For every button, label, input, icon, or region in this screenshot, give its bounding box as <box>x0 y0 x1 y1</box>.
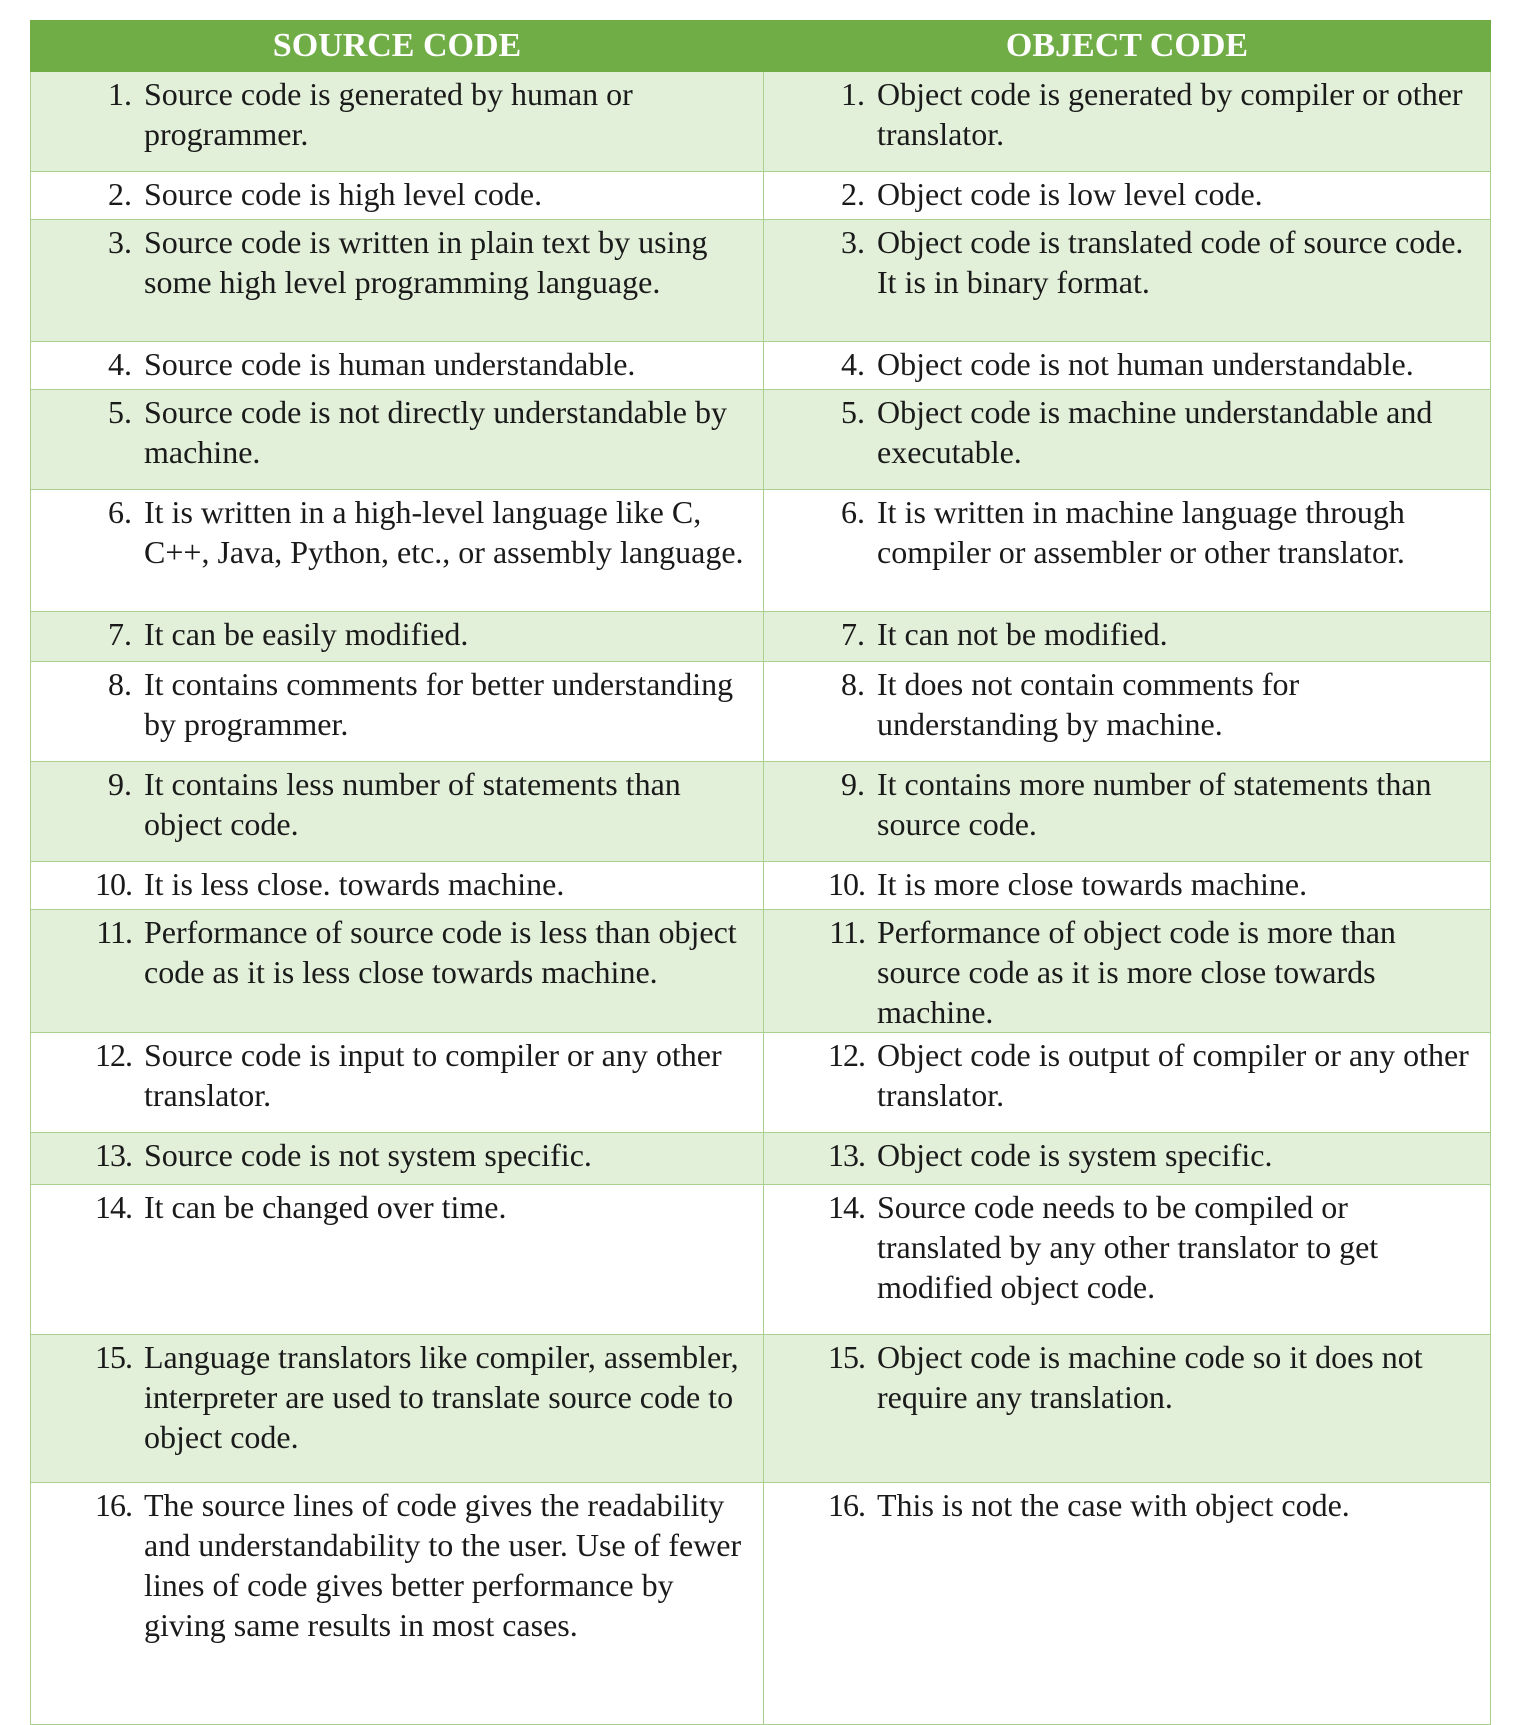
item-number: 4. <box>108 346 132 382</box>
source-cell <box>31 1185 764 1335</box>
item-number: 12. <box>828 1037 865 1073</box>
item-number: 16. <box>828 1487 865 1523</box>
source-text: Source code is not directly understandable by machine. <box>144 394 727 470</box>
object-cell <box>764 172 1491 220</box>
item-number: 4. <box>841 346 865 382</box>
source-text: Source code is input to compiler or any other translator. <box>144 1037 722 1113</box>
table-row <box>31 490 1491 612</box>
item-number: 2. <box>108 176 132 212</box>
source-cell <box>31 862 764 910</box>
item-number: 9. <box>841 766 865 802</box>
header-source-code: SOURCE CODE <box>31 21 764 72</box>
item-number: 10. <box>828 866 865 902</box>
source-cell <box>31 172 764 220</box>
source-text: Performance of source code is less than object code as it is less close towards machine. <box>144 914 737 990</box>
item-number: 8. <box>841 666 865 702</box>
table-row <box>31 910 1491 1033</box>
object-cell <box>764 342 1491 390</box>
object-text: Object code is translated code of source code. It is in binary format. <box>877 224 1464 300</box>
source-cell <box>31 490 764 612</box>
table-row <box>31 612 1491 662</box>
item-number: 10. <box>95 866 132 902</box>
item-number: 11. <box>829 914 865 950</box>
header-object-code: OBJECT CODE <box>764 21 1491 72</box>
table-row <box>31 72 1491 172</box>
object-cell <box>764 662 1491 762</box>
source-text: Source code is not system specific. <box>144 1137 592 1173</box>
source-cell <box>31 662 764 762</box>
object-text: Object code is output of compiler or any other translator. <box>877 1037 1469 1113</box>
object-text: Performance of object code is more than source code as it is more close towards machine. <box>877 914 1396 1030</box>
source-text: Source code is written in plain text by using some high level programming language. <box>144 224 708 300</box>
object-text: It can not be modified. <box>877 616 1168 652</box>
source-text: Source code is generated by human or programmer. <box>144 76 633 152</box>
item-number: 14. <box>95 1189 132 1225</box>
object-cell <box>764 1335 1491 1483</box>
item-number: 13. <box>828 1137 865 1173</box>
table-row <box>31 220 1491 342</box>
item-number: 14. <box>828 1189 865 1225</box>
source-text: It can be easily modified. <box>144 616 469 652</box>
source-text: The source lines of code gives the readability and understandability to the user. Use of fewer lines of code gives better performance by giving same results in most cases. <box>144 1487 742 1643</box>
table-row <box>31 662 1491 762</box>
source-cell <box>31 220 764 342</box>
item-number: 16. <box>95 1487 132 1523</box>
item-number: 13. <box>95 1137 132 1173</box>
source-cell <box>31 390 764 490</box>
table-row <box>31 172 1491 220</box>
object-cell <box>764 490 1491 612</box>
header-row <box>31 21 1491 72</box>
table-row <box>31 862 1491 910</box>
source-text: Language translators like compiler, assembler, interpreter are used to translate source code to object code. <box>144 1339 739 1455</box>
item-number: 3. <box>841 224 865 260</box>
table-row <box>31 342 1491 390</box>
item-number: 8. <box>108 666 132 702</box>
item-number: 7. <box>841 616 865 652</box>
object-cell <box>764 1033 1491 1133</box>
source-cell <box>31 762 764 862</box>
source-cell <box>31 72 764 172</box>
object-text: It is written in machine language through compiler or assembler or other translator. <box>877 494 1405 570</box>
object-cell <box>764 72 1491 172</box>
object-text: This is not the case with object code. <box>877 1487 1350 1523</box>
object-cell <box>764 1185 1491 1335</box>
object-cell <box>764 612 1491 662</box>
source-cell <box>31 342 764 390</box>
table-row <box>31 1483 1491 1725</box>
object-cell <box>764 220 1491 342</box>
object-text: Object code is not human understandable. <box>877 346 1414 382</box>
object-text: It is more close towards machine. <box>877 866 1308 902</box>
table-row <box>31 1185 1491 1335</box>
item-number: 5. <box>841 394 865 430</box>
source-cell <box>31 1033 764 1133</box>
object-cell <box>764 910 1491 1033</box>
comparison-table <box>30 20 1491 1725</box>
table-row <box>31 1133 1491 1185</box>
item-number: 5. <box>108 394 132 430</box>
table-row <box>31 1033 1491 1133</box>
source-text: It is less close. towards machine. <box>144 866 565 902</box>
object-text: It contains more number of statements than source code. <box>877 766 1432 842</box>
source-text: Source code is high level code. <box>144 176 543 212</box>
source-text: Source code is human understandable. <box>144 346 636 382</box>
object-text: Source code needs to be compiled or translated by any other translator to get modified object code. <box>877 1189 1379 1305</box>
object-text: Object code is system specific. <box>877 1137 1273 1173</box>
item-number: 6. <box>108 494 132 530</box>
source-cell <box>31 1483 764 1725</box>
source-cell <box>31 910 764 1033</box>
object-cell <box>764 390 1491 490</box>
object-text: Object code is machine code so it does not require any translation. <box>877 1339 1423 1415</box>
item-number: 12. <box>95 1037 132 1073</box>
source-text: It is written in a high-level language like C, C++, Java, Python, etc., or assembly language. <box>144 494 744 570</box>
source-text: It contains less number of statements than object code. <box>144 766 681 842</box>
table-row <box>31 390 1491 490</box>
table-row <box>31 762 1491 862</box>
item-number: 6. <box>841 494 865 530</box>
source-cell <box>31 1335 764 1483</box>
item-number: 1. <box>108 76 132 112</box>
item-number: 9. <box>108 766 132 802</box>
item-number: 2. <box>841 176 865 212</box>
source-cell <box>31 1133 764 1185</box>
object-text: Object code is machine understandable and executable. <box>877 394 1433 470</box>
object-text: It does not contain comments for understanding by machine. <box>877 666 1300 742</box>
object-cell <box>764 1483 1491 1725</box>
table-row <box>31 1335 1491 1483</box>
object-cell <box>764 862 1491 910</box>
item-number: 11. <box>96 914 132 950</box>
object-text: Object code is generated by compiler or other translator. <box>877 76 1463 152</box>
source-text: It can be changed over time. <box>144 1189 507 1225</box>
object-cell <box>764 1133 1491 1185</box>
item-number: 1. <box>841 76 865 112</box>
item-number: 15. <box>828 1339 865 1375</box>
item-number: 7. <box>108 616 132 652</box>
item-number: 15. <box>95 1339 132 1375</box>
item-number: 3. <box>108 224 132 260</box>
source-text: It contains comments for better understanding by programmer. <box>144 666 734 742</box>
source-cell <box>31 612 764 662</box>
object-cell <box>764 762 1491 862</box>
object-text: Object code is low level code. <box>877 176 1263 212</box>
